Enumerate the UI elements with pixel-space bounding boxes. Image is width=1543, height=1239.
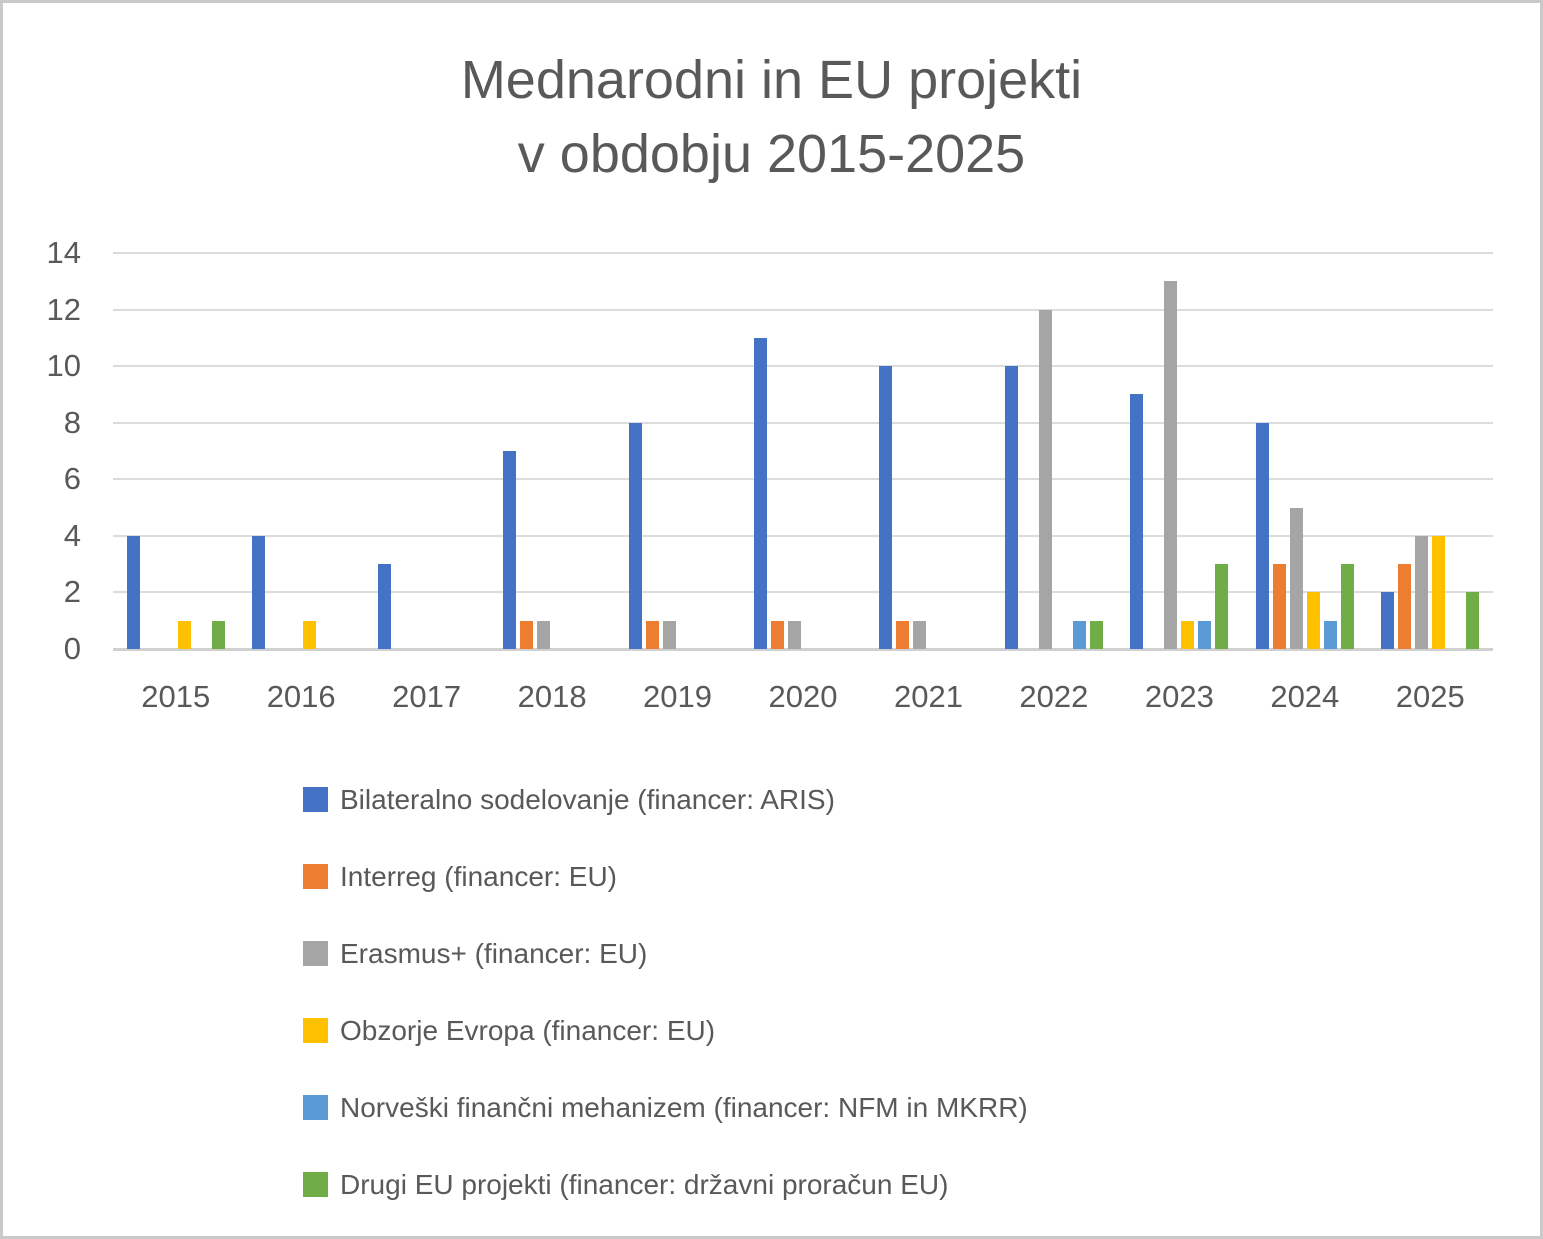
bar-2018-series3 (537, 621, 550, 649)
bar-2019-series3 (663, 621, 676, 649)
legend-swatch-icon (303, 787, 328, 812)
y-axis-tick-label: 6 (63, 461, 81, 497)
bar-2024-series5 (1324, 621, 1337, 649)
x-axis-label: 2019 (643, 679, 713, 714)
legend-swatch-icon (303, 1172, 328, 1197)
bar-2024-series6 (1341, 564, 1354, 649)
gridline (113, 478, 1493, 480)
y-axis-tick-label: 14 (46, 235, 81, 270)
bar-2020-series1 (754, 338, 767, 649)
bar-2015-series4 (178, 621, 191, 649)
bar-2015-series6 (212, 621, 225, 649)
x-axis-label: 2022 (1019, 679, 1089, 714)
gridline (113, 591, 1493, 593)
legend-swatch-icon (303, 941, 328, 966)
bar-2023-series5 (1198, 621, 1211, 649)
bar-2025-series6 (1466, 592, 1479, 649)
y-axis-tick-label: 4 (63, 517, 81, 553)
x-axis-label: 2024 (1270, 679, 1340, 714)
bar-2019-series2 (646, 621, 659, 649)
bar-2021-series2 (896, 621, 909, 649)
x-axis-label: 2023 (1144, 679, 1214, 714)
bar-2024-series2 (1273, 564, 1286, 649)
bar-2025-series3 (1415, 536, 1428, 649)
bar-2019-series1 (629, 423, 642, 649)
bar-2023-series1 (1130, 394, 1143, 649)
legend-item-4 (303, 992, 1028, 1069)
bar-2024-series1 (1256, 423, 1269, 649)
x-axis-label: 2015 (141, 679, 211, 714)
gridline (113, 365, 1493, 367)
x-axis-label: 2016 (266, 679, 336, 714)
bar-2023-series3 (1164, 281, 1177, 649)
bar-2016-series1 (252, 536, 265, 649)
legend (303, 761, 1028, 1223)
x-axis-label: 2020 (768, 679, 838, 714)
legend-swatch-icon (303, 1095, 328, 1120)
gridline (113, 309, 1493, 311)
bar-2017-series1 (378, 564, 391, 649)
legend-label: Norveški finančni mehanizem (financer: NFM in MKRR) (340, 1091, 1028, 1123)
bar-2016-series4 (303, 621, 316, 649)
bar-2018-series1 (503, 451, 516, 649)
legend-item-3 (303, 915, 1028, 992)
legend-item-6 (303, 1146, 1028, 1223)
legend-label: Obzorje Evropa (financer: EU) (340, 1014, 716, 1046)
bar-2025-series2 (1398, 564, 1411, 649)
legend-item-1 (303, 761, 1028, 838)
chart-title-line1: Mednarodni in EU projekti (460, 50, 1083, 110)
bar-2025-series1 (1381, 592, 1394, 649)
bar-2025-series4 (1432, 536, 1445, 649)
legend-label: Interreg (financer: EU) (340, 860, 617, 892)
legend-item-5 (303, 1069, 1028, 1146)
y-axis-tick-label: 0 (63, 631, 81, 666)
bar-2022-series5 (1073, 621, 1086, 649)
y-axis-tick-label: 12 (46, 291, 81, 327)
bar-2021-series3 (913, 621, 926, 649)
bar-2018-series2 (520, 621, 533, 649)
chart-title-line2: v obdobju 2015-2025 (517, 124, 1026, 184)
gridline (113, 535, 1493, 537)
bar-2020-series3 (788, 621, 801, 649)
y-axis-tick-label: 2 (63, 574, 81, 610)
bar-2024-series4 (1307, 592, 1320, 649)
bar-2024-series3 (1290, 508, 1303, 649)
gridline (113, 252, 1493, 254)
bar-2022-series3 (1039, 310, 1052, 649)
x-axis-label: 2017 (392, 679, 462, 714)
bar-2015-series1 (127, 536, 140, 649)
x-axis-label: 2021 (893, 679, 963, 714)
bar-2021-series1 (879, 366, 892, 649)
bar-2022-series1 (1005, 366, 1018, 649)
bar-2020-series2 (771, 621, 784, 649)
gridline (113, 422, 1493, 424)
bar-2023-series4 (1181, 621, 1194, 649)
x-axis-label: 2018 (517, 679, 587, 714)
legend-label: Drugi EU projekti (financer: državni proračun EU) (340, 1168, 949, 1200)
legend-item-2 (303, 838, 1028, 915)
y-axis-tick-label: 8 (63, 404, 81, 440)
bar-2022-series6 (1090, 621, 1103, 649)
x-axis-line (113, 648, 1493, 651)
bar-2023-series6 (1215, 564, 1228, 649)
legend-swatch-icon (303, 1018, 328, 1043)
legend-label: Erasmus+ (financer: EU) (340, 937, 648, 969)
legend-swatch-icon (303, 864, 328, 889)
x-axis-label: 2025 (1395, 679, 1465, 714)
y-axis-tick-label: 10 (46, 348, 81, 384)
legend-label: Bilateralno sodelovanje (financer: ARIS) (340, 783, 835, 815)
